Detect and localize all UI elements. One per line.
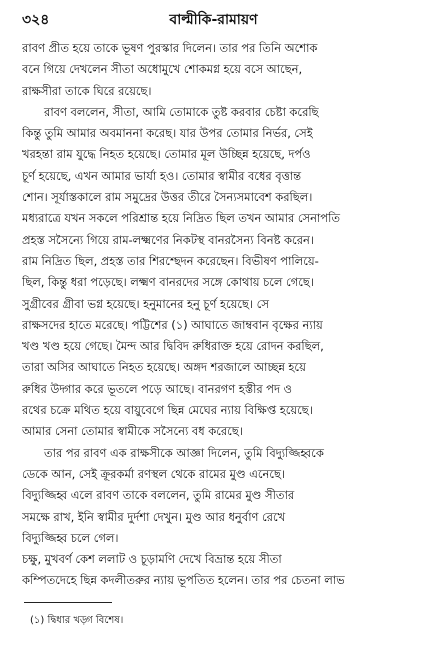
text-line: চক্ষু, মুখবর্ণ কেশ ললাট ও চূড়ামণি দেখে বিভ্রান্ত হয়ে সীতা: [22, 552, 282, 567]
page-number: ৩২৪: [22, 12, 50, 28]
text-line: কিন্তু তুমি আমার অবমাননা করেছ। যার উপর তোমার নির্ভর, সেই: [22, 126, 313, 141]
paragraph: [22, 38, 409, 102]
text-line: বিদ্যুজ্জিহ্ব চলে গেল।: [22, 530, 119, 545]
text-line: সুগ্রীবের গ্রীবা ভগ্ন হয়েছে। হনুমানের হনু চূর্ণ হয়েছে। সে: [22, 296, 269, 311]
footnote-divider: [24, 602, 112, 603]
text-line: সমক্ষে রাখ, ইনি স্বামীর দুর্দশা দেখুন। মুণ্ড আর ধনুর্বাণ রেখে: [22, 509, 286, 524]
text-line: তারা অসির আঘাতে নিহত হয়েছে। অঙ্গদ শরজালে আচ্ছন্ন হয়ে: [22, 360, 306, 375]
text-line: ডেকে আন, সেই ক্রূরকর্মা রণস্থল থেকে রামের মুণ্ড এনেছে।: [22, 466, 285, 481]
text-line: শোন। সূর্যাস্তকালে রাম সমুদ্রের উত্তর তীরে সৈন্যসমাবেশ করছিল।: [22, 190, 313, 205]
text-line: কম্পিতদেহে ছিন্ন কদলীতরুর ন্যায় ভূপতিত হলেন। তার পর চেতনা লাভ: [22, 573, 345, 588]
text-line: রাক্ষসীরা তাকে ঘিরে রয়েছে।: [22, 83, 152, 98]
text-line: রাক্ষসদের হাতে মরেছে। পট্টিশের (১) আঘাতে জাম্ববান বৃক্ষের ন্যায়: [22, 317, 323, 332]
text-line: খরহন্তা রাম যুদ্ধে নিহত হয়েছে। তোমার মূল উচ্ছিন্ন হয়েছে, দর্পও: [22, 147, 311, 162]
page-header: [22, 8, 405, 32]
text-line: প্রহস্ত সসৈন্যে গিয়ে রাম-লক্ষ্মণের নিকটস্থ বানরসৈন্য বিনষ্ট করেন।: [22, 232, 314, 247]
text-line: ছিল, কিন্তু ধরা পড়েছে। লক্ষ্মণ বানরদের সঙ্গে কোথায় চলে গেছে।: [22, 275, 314, 290]
footnote: (১) দ্বিধার খড়্গ বিশেষ।: [30, 615, 124, 626]
text-line: খণ্ড খণ্ড হয়ে গেছে। মৈন্দ আর দ্বিবিদ রুধিরাক্ত হয়ে রোদন করছিল,: [22, 339, 324, 354]
text-line: রথের চক্রে মথিত হয়ে বায়ুবেগে ছিন্ন মেঘের ন্যায় বিক্ষিপ্ত হয়েছে।: [22, 403, 313, 418]
text-line: রুধির উদ্গার করে ভূতলে পড়ে আছে। বানরগণ হস্তীর পদ ও: [22, 381, 292, 396]
paragraph: [22, 102, 409, 443]
text-line: বনে গিয়ে দেখলেন সীতা অধোমুখে শোকমগ্ন হয়ে বসে আছেন,: [22, 62, 303, 77]
text-line: রাবণ বললেন, সীতা, আমি তোমাকে তুষ্ট করবার চেষ্টা করেছি: [44, 104, 319, 119]
text-line: রাবণ প্রীত হয়ে তাকে ভূষণ পুরস্কার দিলেন। তার পর তিনি অশোক: [22, 41, 318, 55]
text-line: বিদ্যুজ্জিহ্ব এলে রাবণ তাকে বললেন, তুমি রামের মুণ্ড সীতার: [22, 488, 295, 503]
body-text: [22, 38, 409, 592]
paragraph: [22, 549, 409, 592]
text-line: মধ্যরাত্রে যখন সকলে পরিশ্রান্ত হয়ে নিদ্রিত ছিল তখন আমার সেনাপতি: [22, 211, 340, 226]
running-title: বাল্মীকি-রামায়ণ: [169, 12, 258, 28]
text-line: চূর্ণ হয়েছে, এখন আমার ভার্যা হও। তোমার স্বামীর বধের বৃত্তান্ত: [22, 168, 302, 183]
text-line: তার পর রাবণ এক রাক্ষসীকে আজ্ঞা দিলেন, তুমি বিদ্যুজ্জিহ্বকে: [44, 445, 324, 460]
text-line: রাম নিদ্রিত ছিল, প্রহস্ত তার শিরশ্ছেদন করেছেন। বিভীষণ পালিয়ে-: [22, 253, 319, 268]
paragraph: [22, 443, 409, 549]
text-line: আমার সেনা তোমার স্বামীকে সসৈন্যে বধ করেছে।: [22, 424, 243, 439]
